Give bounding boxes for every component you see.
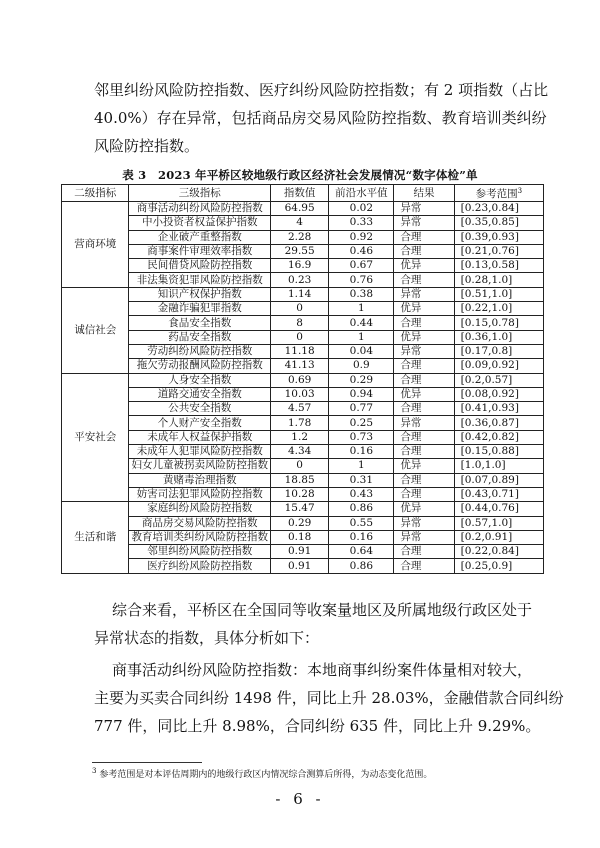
index-value-cell: 4.57 (270, 402, 328, 416)
table-row (62, 316, 544, 330)
index-value-cell: 10.03 (270, 387, 328, 401)
frontier-value-cell: 0.73 (329, 430, 394, 444)
paragraph-line: 异常状态的指数，具体分析如下： (94, 629, 320, 647)
reference-range-cell: [0.43,0.71] (454, 487, 543, 501)
indicator-cell: 未成年人犯罪风险防控指数 (129, 445, 271, 459)
indicator-cell: 非法集资犯罪风险防控指数 (129, 273, 271, 287)
reference-range-cell: [0.57,1.0] (454, 516, 543, 530)
reference-range-cell: [0.35,0.85] (454, 216, 543, 230)
result-cell: 优异 (394, 259, 454, 273)
reference-range-cell: [0.2,0.91] (454, 530, 543, 544)
paragraph-line: 风险防控指数。 (94, 137, 200, 155)
category-cell: 生活和谐 (62, 502, 129, 573)
reference-range-cell: [0.28,1.0] (454, 273, 543, 287)
result-cell: 合理 (394, 273, 454, 287)
indicator-cell: 黄赌毒治理指数 (129, 473, 271, 487)
reference-range-cell: [0.23,0.84] (454, 202, 543, 216)
category-cell: 营商环境 (62, 202, 129, 288)
reference-range-cell: [0.25,0.9] (454, 559, 543, 573)
index-value-cell: 64.95 (270, 202, 328, 216)
table-row (62, 373, 544, 387)
indicator-cell: 药品安全指数 (129, 330, 271, 344)
paragraph-line: 主要为买卖合同纠纷 1498 件，同比上升 28.03%，金融借款合同纠纷 (94, 689, 564, 707)
frontier-value-cell: 0.25 (329, 416, 394, 430)
reference-range-cell: [0.15,0.78] (454, 316, 543, 330)
result-cell: 合理 (394, 473, 454, 487)
index-value-cell: 41.13 (270, 359, 328, 373)
header-cell: 三级指标 (129, 185, 271, 202)
reference-range-cell: [0.17,0.8] (454, 344, 543, 358)
result-cell: 异常 (394, 516, 454, 530)
paragraph-line: 777 件，同比上升 8.98%，合同纠纷 635 件，同比上升 9.29%。 (94, 717, 541, 735)
result-cell: 合理 (394, 559, 454, 573)
reference-range-cell: [0.2,0.57] (454, 373, 543, 387)
frontier-value-cell: 1 (329, 330, 394, 344)
result-cell: 异常 (394, 287, 454, 301)
footnote-marker: 3 (92, 767, 97, 775)
reference-range-cell: [1.0,1.0] (454, 459, 543, 473)
frontier-value-cell: 0.16 (329, 530, 394, 544)
frontier-value-cell: 0.9 (329, 359, 394, 373)
index-value-cell: 0.91 (270, 545, 328, 559)
result-cell: 合理 (394, 316, 454, 330)
frontier-value-cell: 0.16 (329, 445, 394, 459)
indicator-cell: 拖欠劳动报酬风险防控指数 (129, 359, 271, 373)
frontier-value-cell: 0.76 (329, 273, 394, 287)
table-row (62, 559, 544, 573)
indicator-cell: 商品房交易风险防控指数 (129, 516, 271, 530)
category-cell: 诚信社会 (62, 287, 129, 373)
indicator-cell: 妇女儿童被拐卖风险防控指数 (129, 459, 271, 473)
index-value-cell: 0.18 (270, 530, 328, 544)
indicator-cell: 教育培训类纠纷风险防控指数 (129, 530, 271, 544)
frontier-value-cell: 0.46 (329, 244, 394, 258)
table-row (62, 387, 544, 401)
index-value-cell: 0 (270, 330, 328, 344)
table-row (62, 202, 544, 216)
table-row (62, 230, 544, 244)
index-value-cell: 0.23 (270, 273, 328, 287)
index-value-cell: 8 (270, 316, 328, 330)
table-row (62, 516, 544, 530)
frontier-value-cell: 0.04 (329, 344, 394, 358)
digital-checkup-table (61, 184, 544, 574)
header-cell (454, 185, 543, 202)
paragraph-line: 综合来看，平桥区在全国同等收案量地区及所属地级行政区处于 (112, 601, 533, 619)
result-cell: 异常 (394, 416, 454, 430)
footnote-divider (92, 762, 202, 763)
indicator-cell: 商事案件审理效率指数 (129, 244, 271, 258)
frontier-value-cell: 0.02 (329, 202, 394, 216)
index-value-cell: 0.91 (270, 559, 328, 573)
result-cell: 异常 (394, 344, 454, 358)
reference-range-cell: [0.08,0.92] (454, 387, 543, 401)
category-cell: 平安社会 (62, 373, 129, 502)
index-value-cell: 16.9 (270, 259, 328, 273)
result-cell: 合理 (394, 445, 454, 459)
indicator-cell: 人身安全指数 (129, 373, 271, 387)
table-body (62, 202, 544, 574)
reference-range-cell: [0.09,0.92] (454, 359, 543, 373)
frontier-value-cell: 0.94 (329, 387, 394, 401)
indicator-cell: 知识产权保护指数 (129, 287, 271, 301)
index-value-cell: 18.85 (270, 473, 328, 487)
result-cell: 合理 (394, 402, 454, 416)
frontier-value-cell: 0.44 (329, 316, 394, 330)
table-row (62, 344, 544, 358)
table-caption: 表 3 2023 年平桥区较地级行政区经济社会发展情况“数字体检”单 (122, 168, 478, 182)
table-row (62, 359, 544, 373)
result-cell: 异常 (394, 202, 454, 216)
frontier-value-cell: 1 (329, 459, 394, 473)
result-cell: 合理 (394, 545, 454, 559)
index-value-cell: 1.14 (270, 287, 328, 301)
index-value-cell: 2.28 (270, 230, 328, 244)
table-row (62, 445, 544, 459)
reference-range-cell: [0.22,0.84] (454, 545, 543, 559)
frontier-value-cell: 0.86 (329, 502, 394, 516)
indicator-cell: 未成年人权益保护指数 (129, 430, 271, 444)
index-value-cell: 4.34 (270, 445, 328, 459)
reference-range-cell: [0.36,1.0] (454, 330, 543, 344)
frontier-value-cell: 0.67 (329, 259, 394, 273)
page-number: - 6 - (275, 790, 325, 808)
table-row (62, 216, 544, 230)
indicator-cell: 邻里纠纷风险防控指数 (129, 545, 271, 559)
indicator-cell: 中小投资者权益保护指数 (129, 216, 271, 230)
result-cell: 异常 (394, 216, 454, 230)
indicator-cell: 道路交通安全指数 (129, 387, 271, 401)
frontier-value-cell: 0.92 (329, 230, 394, 244)
indicator-cell: 妨害司法犯罪风险防控指数 (129, 487, 271, 501)
table-row (62, 287, 544, 301)
result-cell: 合理 (394, 244, 454, 258)
header-cell: 前沿水平值 (329, 185, 394, 202)
reference-range-cell: [0.22,1.0] (454, 302, 543, 316)
paragraph-line: 商事活动纠纷风险防控指数：本地商事纠纷案件体量相对较大， (112, 661, 533, 679)
indicator-cell: 商事活动纠纷风险防控指数 (129, 202, 271, 216)
table-header-row (62, 185, 544, 202)
result-cell: 异常 (394, 530, 454, 544)
result-cell: 优异 (394, 330, 454, 344)
index-value-cell: 29.55 (270, 244, 328, 258)
table-row (62, 430, 544, 444)
header-label: 参考范围 (475, 188, 518, 200)
table-row (62, 244, 544, 258)
table-row (62, 459, 544, 473)
index-value-cell: 0.29 (270, 516, 328, 530)
indicator-cell: 食品安全指数 (129, 316, 271, 330)
table-row (62, 416, 544, 430)
table-row (62, 302, 544, 316)
result-cell: 合理 (394, 359, 454, 373)
reference-range-cell: [0.51,1.0] (454, 287, 543, 301)
frontier-value-cell: 0.33 (329, 216, 394, 230)
index-value-cell: 11.18 (270, 344, 328, 358)
index-value-cell: 0 (270, 302, 328, 316)
reference-range-cell: [0.13,0.58] (454, 259, 543, 273)
indicator-cell: 劳动纠纷风险防控指数 (129, 344, 271, 358)
frontier-value-cell: 0.43 (329, 487, 394, 501)
result-cell: 合理 (394, 230, 454, 244)
index-value-cell: 4 (270, 216, 328, 230)
indicator-cell: 医疗纠纷风险防控指数 (129, 559, 271, 573)
reference-range-cell: [0.42,0.82] (454, 430, 543, 444)
reference-range-cell: [0.36,0.87] (454, 416, 543, 430)
table-row (62, 487, 544, 501)
reference-range-cell: [0.44,0.76] (454, 502, 543, 516)
index-value-cell: 10.28 (270, 487, 328, 501)
frontier-value-cell: 0.77 (329, 402, 394, 416)
paragraph-line: 40.0%）存在异常，包括商品房交易风险防控指数、教育培训类纠纷 (94, 109, 547, 127)
table-row (62, 502, 544, 516)
frontier-value-cell: 1 (329, 302, 394, 316)
index-value-cell: 15.47 (270, 502, 328, 516)
header-cell: 结果 (394, 185, 454, 202)
result-cell: 优异 (394, 502, 454, 516)
footnote-text: 参考范围是对本评估周期内的地级行政区内情况综合测算后所得，为动态变化范围。 (99, 770, 433, 780)
table-row (62, 330, 544, 344)
index-value-cell: 1.78 (270, 416, 328, 430)
table-row (62, 530, 544, 544)
footnote (92, 767, 432, 780)
result-cell: 合理 (394, 373, 454, 387)
reference-range-cell: [0.15,0.88] (454, 445, 543, 459)
frontier-value-cell: 0.64 (329, 545, 394, 559)
index-value-cell: 1.2 (270, 430, 328, 444)
index-value-cell: 0 (270, 459, 328, 473)
reference-range-cell: [0.07,0.89] (454, 473, 543, 487)
table-row (62, 473, 544, 487)
reference-range-cell: [0.41,0.93] (454, 402, 543, 416)
reference-range-cell: [0.39,0.93] (454, 230, 543, 244)
frontier-value-cell: 0.86 (329, 559, 394, 573)
table-row (62, 545, 544, 559)
result-cell: 合理 (394, 430, 454, 444)
table-row (62, 259, 544, 273)
result-cell: 合理 (394, 487, 454, 501)
indicator-cell: 企业破产重整指数 (129, 230, 271, 244)
header-cell: 指数值 (270, 185, 328, 202)
table-row (62, 273, 544, 287)
frontier-value-cell: 0.31 (329, 473, 394, 487)
result-cell: 优异 (394, 459, 454, 473)
indicator-cell: 家庭纠纷风险防控指数 (129, 502, 271, 516)
indicator-cell: 金融诈骗犯罪指数 (129, 302, 271, 316)
table-row (62, 402, 544, 416)
result-cell: 优异 (394, 387, 454, 401)
index-value-cell: 0.69 (270, 373, 328, 387)
header-cell: 二级指标 (62, 185, 129, 202)
reference-range-cell: [0.21,0.76] (454, 244, 543, 258)
indicator-cell: 个人财产安全指数 (129, 416, 271, 430)
indicator-cell: 民间借贷风险防控指数 (129, 259, 271, 273)
frontier-value-cell: 0.38 (329, 287, 394, 301)
frontier-value-cell: 0.29 (329, 373, 394, 387)
paragraph-line: 邻里纠纷风险防控指数、医疗纠纷风险防控指数；有 2 项指数（占比 (94, 81, 549, 99)
indicator-cell: 公共安全指数 (129, 402, 271, 416)
result-cell: 优异 (394, 302, 454, 316)
frontier-value-cell: 0.55 (329, 516, 394, 530)
footnote-ref: 3 (517, 187, 523, 195)
